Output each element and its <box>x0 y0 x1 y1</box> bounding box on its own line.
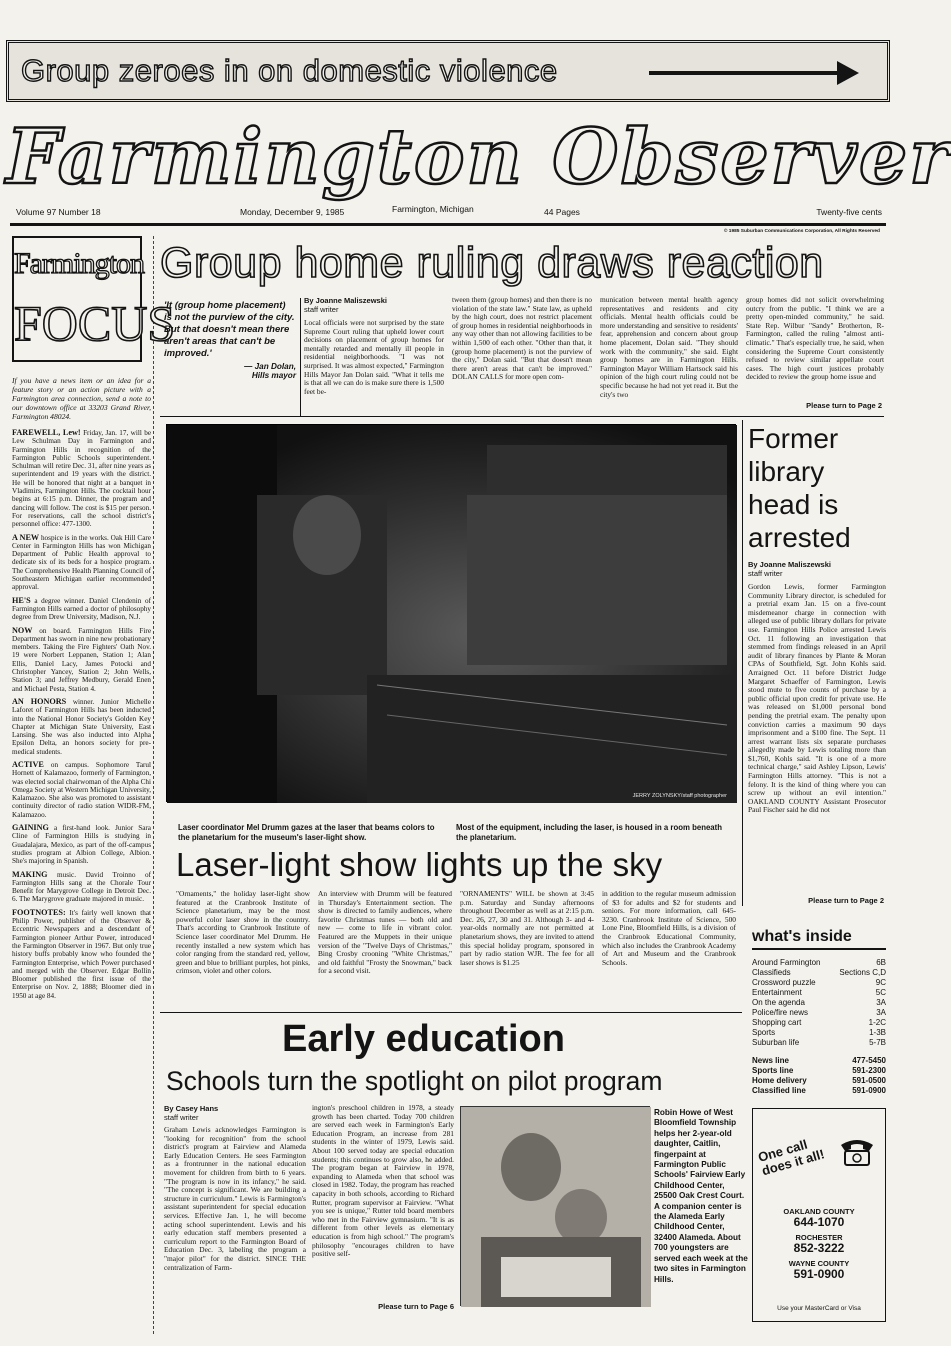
focus-text: Friday, Jan. 17, will be Lew Schulman Day in Farmington and Farmington Hills in recognition of the Farmington Public Schools superintendent. Schulman will retire Dec. 31, after nine years as superintendent and 19 years with the district. He will be honored that night at a banquet in Vladimirs, Farmington Hills. The cocktail hour begins at 6:15 p.m. Dinner, the program and dancing will follow. The cost is $15 per person. For reservations, call the school district's personnel office: 477-1300. <box>12 429 152 529</box>
laser-photo <box>166 424 736 802</box>
focus-title-bottom: FOCUS <box>14 295 176 351</box>
library-headline-line: Former <box>748 423 839 454</box>
index-page: 1-2C <box>868 1018 886 1027</box>
focus-text: hospice is in the works. Oak Hill Care Center in Farmington Hills has won Michigan Department of Public Health approval to dedicate six of its beds for a hospice program. The Comprehensive Health Planning Council of Southeastern Michigan earlier recommended approval. <box>12 533 151 592</box>
focus-item-1 <box>12 534 151 592</box>
early-ed-photo-art <box>461 1107 651 1307</box>
focus-text: a first-hand look. Junior Sara Cline of Farmington Hills is studying in Guadalajara, Mexico, as part of the off-campus studies program at Albion College, Albion. She's majoring in Spanish. <box>12 824 151 866</box>
laser-col-3: "ORNAMENTS" WILL be shown at 3:45 p.m. Saturday and Sunday afternoons throughout December as well as at 2:15 p.m. Dec. 26, 27, 30 and 31. Although 3- and 4-year-olds normally are not permitted at planetarium shows, they are invited to attend this special holiday program, sponsored in part by radio station WJR. The fee for all laser shows is $1.25 <box>460 889 594 967</box>
byline-name: By Casey Hans <box>164 1104 219 1113</box>
focus-text: a degree winner. Daniel Clendenin of Farmington Hills earned a doctor of philosophy degree from Drew University, Madison, N.J. <box>12 596 151 622</box>
lead-byline <box>304 296 444 314</box>
focus-column <box>8 236 176 1334</box>
lead-col-1-text: Local officials were not surprised by the state Supreme Court ruling that upheld lower court decisions on placement of group homes for mentally retarded and mentally ill people in residential neighborhoods. "I was not surprised. It was almost expected," Farmington Hills Mayor Jan Dolan said. "What it tells me is that all we can do is make sure there is 1,500 feet be- <box>304 318 444 396</box>
focus-item-7 <box>12 871 151 904</box>
copyright-line: © 1985 Suburban Communications Corporation, All Rights Reserved <box>723 229 880 234</box>
focus-text: on campus. Sophomore Tarul Hornett of Kalamazoo, formerly of Farmington, was elected social chairwoman of the Alpha Chi Omega Society at Western Michigan University, Kalamazoo. She also was promoted to assistant continuity director of radio station WIDR-FM, Kalamazoo. <box>12 760 151 819</box>
index-row[interactable] <box>752 968 886 978</box>
index-row[interactable] <box>752 1038 886 1048</box>
photo-caption-left: Laser coordinator Mel Drumm gazes at the laser that beams colors to the planetarium for the museum's laser-light show. <box>178 823 435 842</box>
phone-row <box>752 1086 886 1096</box>
call-number: 591-0900 <box>793 1267 845 1281</box>
column-rule <box>742 420 743 906</box>
lead-col-3-text: munication between mental health agency representatives and residents and city officials. Mental health officials could be more understanding and sensitive to residents' fear, apprehension and concern about group home placement, Dolan said. "They should work with the community," she said. Eight group homes are in Farmington Hills. Farmington Mayor William Hartsock said his opinion of the high court ruling could not be specific because he had not yet read it. But the city's two <box>600 295 738 399</box>
index-row[interactable] <box>752 978 886 988</box>
promo-banner-text: Group zeroes in on domestic violence <box>21 53 558 88</box>
byline-title: staff writer <box>164 1113 199 1122</box>
pull-quote-text: 'It (group home placement) is not the purview of the city. But that doesn't mean there aren't areas that can't be improved.' <box>164 300 295 359</box>
early-ed-col-2: ington's preschool children in 1978, a steady growth has been charted. Today 700 children are served each week in Farmington's Early Education Program, an increase from 281 students in the winter of 1979, Lewis said. About 100 served today are special education students; this continues to grow also, he added. The program began at Fairview in 1978, expanding to Alameda when that school was closed in 1982. Today, the program has reached capacity in both schools, according to Richard Rutter, program supervisor at Fairview. "What you see is unique," Rutter told board members who met in the Fairview gymnasium. "It is as different from other levels as elementary education is from high school." The program's philosophy "encourages children to have positive self- <box>312 1103 454 1259</box>
phone-row <box>752 1076 886 1086</box>
index-label: Around Farmington <box>752 958 821 967</box>
index-row[interactable] <box>752 988 886 998</box>
library-continued: Please turn to Page 2 <box>808 896 884 905</box>
focus-lead: ACTIVE <box>12 759 44 769</box>
phone-number: 591-2300 <box>852 1066 886 1075</box>
call-region-2 <box>753 1259 885 1281</box>
index-row[interactable] <box>752 998 886 1008</box>
call-county: ROCHESTER <box>795 1233 843 1242</box>
focus-items <box>12 429 151 1000</box>
focus-item-4 <box>12 698 151 756</box>
early-ed-kicker: Early education <box>282 1018 565 1060</box>
byline-name: By Joanne Maliszewski <box>304 296 387 305</box>
lead-col-1 <box>304 296 444 414</box>
index-page: 3A <box>876 998 886 1007</box>
index-page: 5C <box>875 988 886 997</box>
index-page: Sections C,D <box>839 968 886 977</box>
early-ed-continued: Please turn to Page 6 <box>378 1302 454 1311</box>
page-count: 44 Pages <box>544 207 580 217</box>
index-row[interactable] <box>752 1028 886 1038</box>
arrow-head-icon <box>837 61 859 85</box>
early-ed-photo-caption: Robin Howe of West Bloomfield Township helps her 2-year-old daughter, Caitlin, fingerpaint at Farmington Public Schools' Fairview Early Childhood Center, 25500 Oak Crest Court. A companion center is the Alameda Early Childhood Center, 32400 Alameda. About 700 youngsters are served each week at the two sites in Farmington Hills. <box>654 1108 748 1284</box>
index-page: 9C <box>875 978 886 987</box>
early-ed-byline <box>164 1104 306 1122</box>
library-headline-line: head is <box>748 489 839 520</box>
focus-lead: GAINING <box>12 823 49 833</box>
index-page: 1-3B <box>869 1028 886 1037</box>
focus-item-3 <box>12 627 151 693</box>
index-label: Shopping cart <box>752 1018 802 1027</box>
focus-text: on board. Farmington Hills Fire Department has sworn in nine new probationary members. Taking the Fire Fighters' Oath Nov. 19 were Norbert Leppanen, Station 1; Alan Ellis, Daniel Lacy, James Potocki and Christopher Yancey, Station 2; John Wells, Station 3; and Jeffrey Medbury, Gerald Enen and Michael Pesta, Station 4. <box>12 626 152 693</box>
focus-text: It's fairly well known that Philip Power, publisher of the Observer & Eccentric Newspapers and a descendant of Farmington pioneer Arthur Power, introduced the Farmington Observer in 1967. But only true history buffs probably know who founded the Farmington Enterprise, which Power purchased and merged with the Observer. Edgar Bollin Bloomer published the first issue of the Enterprise on Nov. 2, 1888; Bloomer died in 1950 at age 84. <box>12 908 152 1000</box>
early-ed-photo <box>460 1106 650 1306</box>
call-number: 852-3222 <box>793 1241 845 1255</box>
focus-lead: A NEW <box>12 532 40 542</box>
focus-lead: MAKING <box>12 869 48 879</box>
whats-inside-box <box>752 926 886 1100</box>
index-page: 5-7B <box>869 1038 886 1047</box>
lead-bottom-rule <box>160 416 884 417</box>
photo-credit: JERRY ZOLYNSKY/staff photographer <box>632 793 727 799</box>
lead-continued: Please turn to Page 2 <box>806 401 882 410</box>
library-story <box>748 422 886 906</box>
pull-quote-title: Hills mayor <box>251 371 296 380</box>
focus-item-0 <box>12 429 151 529</box>
focus-intro: If you have a news item or an idea for a feature story or an action picture with a Farmington area connection, send a note to our downtown office at 33203 Grand River, Farmington 48024. <box>12 376 151 421</box>
pull-quote <box>164 300 296 406</box>
laser-headline: Laser-light show lights up the sky <box>176 846 663 883</box>
lead-col-2-text: tween them (group homes) and then there is no violation of the state law." State law, as upheld by the high court, does not restrict placement of group homes in residential neighborhoods in any way other than not allowing facilities to be within 1,500 of each other. "Other than that, it (group home placement) is not the purview of the city," Dolan said. "But that doesn't mean there aren't areas that can't be improved." DOLAN CALLS for more open com- <box>452 295 592 382</box>
index-label: Sports <box>752 1028 776 1037</box>
pull-quote-attribution: — Jan Dolan, <box>244 362 296 371</box>
index-label: Police/fire news <box>752 1008 809 1017</box>
phone-label: Sports line <box>752 1066 794 1075</box>
phone-number: 591-0900 <box>852 1086 886 1095</box>
focus-lead: AN HONORS <box>12 696 67 706</box>
focus-item-5 <box>12 761 151 819</box>
index-label: Suburban life <box>752 1038 800 1047</box>
byline-title: staff writer <box>748 569 783 578</box>
focus-lead: NOW <box>12 625 33 635</box>
dateline <box>16 204 882 219</box>
index-page: 3A <box>876 1008 886 1017</box>
laser-col-1: "Ornaments," the holiday laser-light show featured at the Cranbrook Institute of Science planetarium, may be the most powerful color laser show in the country. That's according to Cranbrook Institute of Science laser coordinator Mel Drumm. He recently installed a new system which has color ranging from the standard red, yellow, green and blue to brilliant purples, hot pinks, crimson, violet and other colors. <box>176 889 310 976</box>
focus-item-8 <box>12 909 151 1000</box>
byline-name: By Joanne Maliszewski <box>748 560 831 569</box>
focus-lead: FOOTNOTES: <box>12 907 66 917</box>
index-label: Entertainment <box>752 988 802 997</box>
focus-lead: FAREWELL, Lew! <box>12 428 81 437</box>
call-box <box>752 1108 886 1322</box>
masthead <box>6 108 951 204</box>
index-row[interactable] <box>752 1018 886 1028</box>
library-headline-line: arrested <box>748 522 851 553</box>
index-label: Crossword puzzle <box>752 978 816 987</box>
library-body: Gordon Lewis, former Farmington Community Library director, is scheduled for a pretrial exam Jan. 15 on a five-count misdemeanor charge in connection with alleged use of public library dollars for private use. Farmington Hills Police arrested Lewis Oct. 11 following an investigation that stemmed from findings released in an April audit of library finances by Plante & Moran CPAs of Southfield, Sgt. John Kohls said. Arraigned Oct. 11 before District Judge Margaret Schaeffer of Farmington, Lewis stood mute to five counts of purchase by a public official upon credit for private use. He was released on $1,000 personal bond pending the pretrial exam. The penalty upon conviction carries a maximum 90 days imprisonment and a $100 fine. The Sept. 11 arrest warrant lists six separate purchases allegedly made by Lewis totaling more than $1,760, Kohls said. "It is one of a more technical charge," said Ashley Lipson, Lewis' Farmington Hills attorney. "This is not a felony. It is the kind of thing where you can screw up without an evil intention." OAKLAND COUNTY Assistant Prosecutor Paul Fischer said he did not <box>748 582 886 815</box>
call-box-headline: One call does it all! <box>756 1136 827 1179</box>
index-label: On the agenda <box>752 998 805 1007</box>
arrow-icon <box>649 71 839 75</box>
promo-banner <box>6 40 890 102</box>
call-county: WAYNE COUNTY <box>788 1259 850 1268</box>
phone-row <box>752 1066 886 1076</box>
focus-item-6 <box>12 824 151 865</box>
volume-number: Volume 97 Number 18 <box>16 207 101 217</box>
phone-number: 477-5450 <box>852 1056 886 1065</box>
index-page: 6B <box>876 958 886 967</box>
byline-title: staff writer <box>304 305 339 314</box>
call-box-footer: Use your MasterCard or Visa <box>777 1305 861 1312</box>
early-ed-headline: Schools turn the spotlight on pilot program <box>166 1066 663 1096</box>
call-region-1 <box>753 1233 885 1255</box>
lead-headline: Group home ruling draws reaction <box>160 239 824 287</box>
index-label: Classifieds <box>752 968 791 977</box>
early-ed-col-1-text: Graham Lewis acknowledges Farmington is "looking for recognition" from the school district's program at Fairview and Alameda Early Education Centers. He sees Farmington as a frontrunner in the national education movement for children from birth to 6 years. "The program is now in its infancy," he said. "The concept is significant. We are building a structure in curriculum." Lewis is Farmington's assistant superintendent for special education services. Effective Jan. 1, he will become acting school superintendent. Lewis and his early education staff members presented a curriculum report to the Farmington Board of Education Dec. 3, labeling the program a "major pilot" for the district. SINCE THE centralization of Farm- <box>164 1125 306 1272</box>
call-number: 644-1070 <box>793 1215 845 1229</box>
laser-photo-art <box>167 425 737 803</box>
focus-title-box <box>12 236 176 362</box>
lead-col-4-text: group homes did not solicit overwhelming outcry from the public. "I think we are a pretty open-minded community," he said. State Rep. Wilbur "Sandy" Brotherton, R-Farmington, called the ruling "almost anti-climatic." That's especially true, he said, when considering the Supreme Court consistently refused to review similar appellate court cases. The high court justices probably decided to review the group home issue and <box>746 295 884 382</box>
call-region-0 <box>753 1207 885 1229</box>
masthead-title: Farmington Observer <box>6 112 951 201</box>
laser-col-4: in addition to the regular museum admission of $3 for adults and $2 for students and seniors. For more information, call 645-3230. Cranbrook Institute of Science, 500 Lone Pine, Bloomfield Hills, is a division of the Cranbrook Educational Community, which also includes the Cranbrook Academy of Art and Museum and the Cranbrook Schools. <box>602 889 736 967</box>
focus-lead: HE'S <box>12 595 31 605</box>
focus-item-2 <box>12 597 151 622</box>
laser-col-2: An interview with Drumm will be featured in Thursday's Entertainment section. The show is directed to family audiences, where favorite Christmas tunes — both old and new — come to life in vibrant color. Featured are the Muppets in their unique version of the "Twelve Days of Christmas," Bing Crosby crooning "White Christmas," and old faithful "Frosty the Snowman," back for a second visit. <box>318 889 452 976</box>
phone-label: News line <box>752 1056 789 1065</box>
issue-location: Farmington, Michigan <box>392 204 474 214</box>
whats-inside-title: what's inside <box>752 926 886 950</box>
index-row[interactable] <box>752 1008 886 1018</box>
column-rule <box>300 298 301 416</box>
library-headline-line: library <box>748 456 825 487</box>
focus-title-top: Farmington <box>14 247 144 280</box>
library-byline <box>748 560 886 578</box>
laser-bottom-rule <box>160 1012 742 1013</box>
early-ed-col-1 <box>164 1104 306 1314</box>
masthead-rule <box>10 223 886 226</box>
photo-caption-right: Most of the equipment, including the laser, is housed in a room beneath the planetarium. <box>456 823 722 842</box>
phone-row <box>752 1056 886 1066</box>
call-county: OAKLAND COUNTY <box>783 1207 855 1216</box>
phone-label: Home delivery <box>752 1076 807 1085</box>
issue-date: Monday, December 9, 1985 <box>240 207 345 217</box>
telephone-icon <box>837 1135 877 1167</box>
focus-text: winner. Junior Michelle Laforet of Farmington Hills has been inducted into the National Honor Society's Golden Key Chapter at Michigan State University, East Lansing. She was also inducted into Alpha Epsilon Delta, an honors society for pre-medical students. <box>12 697 151 756</box>
focus-text: music. David Troinno of Farmington Hills sang at the Chorale Tour Benefit for Marygrove College in Detroit Dec. 6. The Marygrove graduate majored in music. <box>12 870 152 904</box>
library-headline <box>748 422 886 554</box>
index-row[interactable] <box>752 958 886 968</box>
issue-price: Twenty-five cents <box>816 207 882 217</box>
phone-number: 591-0500 <box>852 1076 886 1085</box>
phone-label: Classified line <box>752 1086 806 1095</box>
